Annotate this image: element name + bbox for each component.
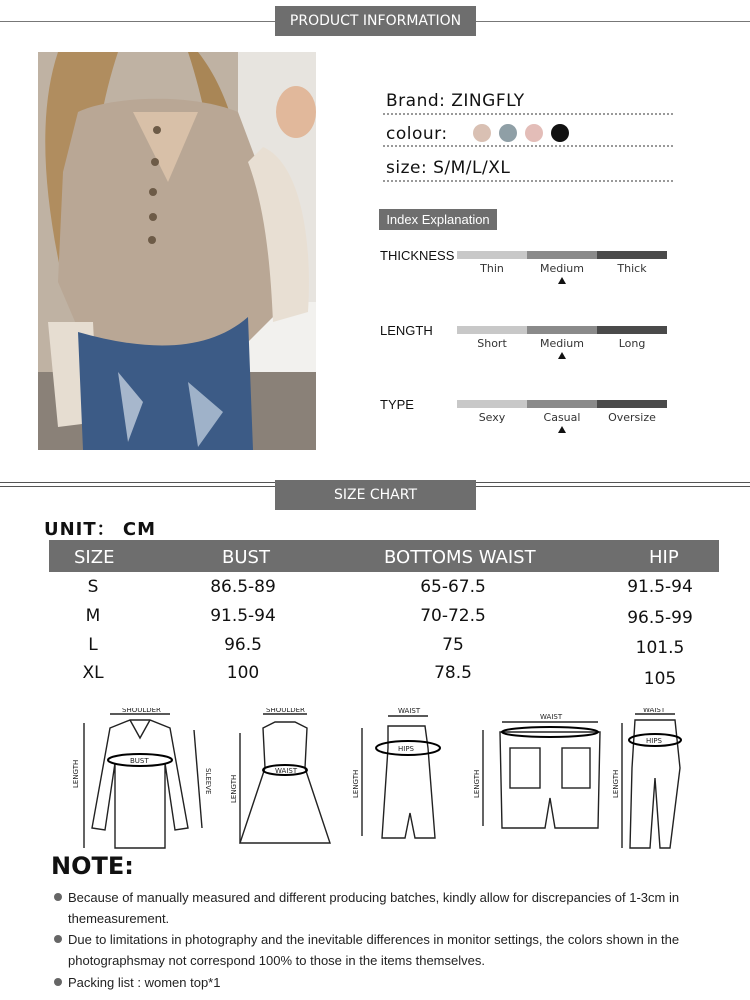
- note-line: themeasurement.: [68, 911, 170, 926]
- top-rule-right: [476, 21, 750, 22]
- index-label-2: LENGTH: [380, 323, 433, 338]
- header-hip: HIP: [649, 547, 679, 568]
- table-cell: 65-67.5: [420, 577, 486, 597]
- note-line: photographsmay not correspond 100% to those in the items themselves.: [68, 953, 485, 968]
- size-chart-rule-left: [0, 482, 275, 483]
- shirt-sleeve-label: SLEEVE: [204, 768, 212, 795]
- pants-hips-label: HIPS: [646, 737, 662, 745]
- index-option-label: Medium: [540, 337, 584, 350]
- note-bullet: [54, 935, 62, 943]
- note-item-1: [68, 887, 708, 929]
- index-selected-marker: [558, 277, 566, 284]
- header-bottoms-waist: BOTTOMS WAIST: [384, 547, 536, 568]
- table-cell: 78.5: [434, 663, 472, 683]
- index-bar-3: [457, 400, 667, 408]
- table-cell: L: [88, 635, 98, 655]
- table-cell: 101.5: [635, 638, 685, 658]
- header-size: SIZE: [74, 547, 115, 568]
- measurement-diagrams: [70, 708, 690, 858]
- table-cell: 91.5-94: [627, 577, 693, 597]
- table-cell: M: [85, 606, 101, 626]
- size-text: size: S/M/L/XL: [386, 158, 511, 178]
- index-bar-2: [457, 326, 667, 334]
- colour-label: colour:: [386, 124, 448, 144]
- index-option-label: Thick: [617, 262, 647, 275]
- note-item-2: [68, 929, 708, 971]
- note-line: Due to limitations in photography and the inevitable differences in monitor settings, the colors shown in the: [68, 932, 680, 947]
- table-cell: 75: [442, 635, 464, 655]
- shirt-shoulder-label: SHOULDER: [122, 708, 161, 714]
- colour-swatch-2[interactable]: [499, 124, 517, 142]
- table-cell: 100: [226, 663, 260, 683]
- index-label-3: TYPE: [380, 397, 414, 412]
- note-bullet: [54, 978, 62, 986]
- note-title: NOTE:: [51, 852, 134, 880]
- index-selected-marker: [558, 426, 566, 433]
- shirt-length-label: LENGTH: [72, 759, 80, 788]
- header-bust: BUST: [222, 547, 270, 568]
- table-cell: 70-72.5: [420, 606, 486, 626]
- index-label-1: THICKNESS: [380, 248, 455, 263]
- note-line: Because of manually measured and different producing batches, kindly allow for discrepancies of 1-3cm in: [68, 890, 680, 905]
- size-chart-rule-right: [476, 482, 750, 483]
- index-bar-segment: [597, 326, 667, 334]
- skirt-hips-label: HIPS: [398, 745, 414, 753]
- index-option-label: Sexy: [478, 411, 506, 424]
- colour-swatches: [473, 122, 577, 142]
- index-selected-marker: [558, 352, 566, 359]
- table-cell: S: [87, 577, 99, 597]
- index-option-label: Medium: [540, 262, 584, 275]
- shorts-length-label: LENGTH: [473, 769, 481, 798]
- dress-length-label: LENGTH: [230, 774, 238, 803]
- table-cell: 96.5: [224, 635, 262, 655]
- index-explanation-title: Index Explanation: [379, 209, 497, 230]
- pants-length-label: LENGTH: [612, 769, 620, 798]
- note-item-3: [68, 972, 708, 993]
- index-bar-segment: [527, 251, 597, 259]
- index-bar-segment: [457, 400, 527, 408]
- note-bullet: [54, 893, 62, 901]
- colour-swatch-3[interactable]: [525, 124, 543, 142]
- top-rule: [0, 21, 275, 22]
- index-bar-segment: [457, 251, 527, 259]
- size-chart-rule-left2: [0, 486, 275, 487]
- brand-divider: [383, 113, 673, 115]
- dress-shoulder-label: SHOULDER: [266, 708, 305, 714]
- table-cell: 105: [643, 669, 677, 689]
- index-bar-segment: [597, 251, 667, 259]
- shorts-waist-label: WAIST: [540, 713, 563, 721]
- table-cell: 91.5-94: [210, 606, 276, 626]
- skirt-length-label: LENGTH: [352, 769, 360, 798]
- size-divider: [383, 180, 673, 182]
- index-bar-segment: [457, 326, 527, 334]
- table-cell: 86.5-89: [210, 577, 276, 597]
- size-chart-banner: SIZE CHART: [275, 480, 476, 510]
- table-cell: 96.5-99: [627, 608, 693, 628]
- index-bar-segment: [597, 400, 667, 408]
- index-option-label: Long: [618, 337, 646, 350]
- shirt-bust-label: BUST: [130, 757, 149, 765]
- size-chart-rule-right2: [476, 486, 750, 487]
- unit-label: UNIT： CM: [44, 519, 157, 540]
- index-option-label: Oversize: [608, 411, 656, 424]
- size-table-header: [49, 540, 719, 572]
- colour-swatch-1[interactable]: [473, 124, 491, 142]
- index-bar-1: [457, 251, 667, 259]
- table-cell: XL: [82, 663, 104, 683]
- product-info-banner: PRODUCT INFORMATION: [275, 6, 476, 36]
- index-bar-segment: [527, 400, 597, 408]
- colour-divider: [383, 145, 673, 147]
- skirt-waist-label: WAIST: [398, 708, 421, 715]
- brand-text: Brand: ZINGFLY: [386, 91, 525, 111]
- index-option-label: Short: [477, 337, 507, 350]
- product-photo: [38, 52, 316, 450]
- colour-swatch-4[interactable]: [551, 124, 569, 142]
- index-option-label: Casual: [543, 411, 581, 424]
- pants-waist-label: WAIST: [643, 708, 666, 714]
- note-line: Packing list : women top*1: [68, 975, 221, 990]
- index-option-label: Thin: [480, 262, 504, 275]
- dress-waist-label: WAIST: [275, 767, 298, 775]
- index-bar-segment: [527, 326, 597, 334]
